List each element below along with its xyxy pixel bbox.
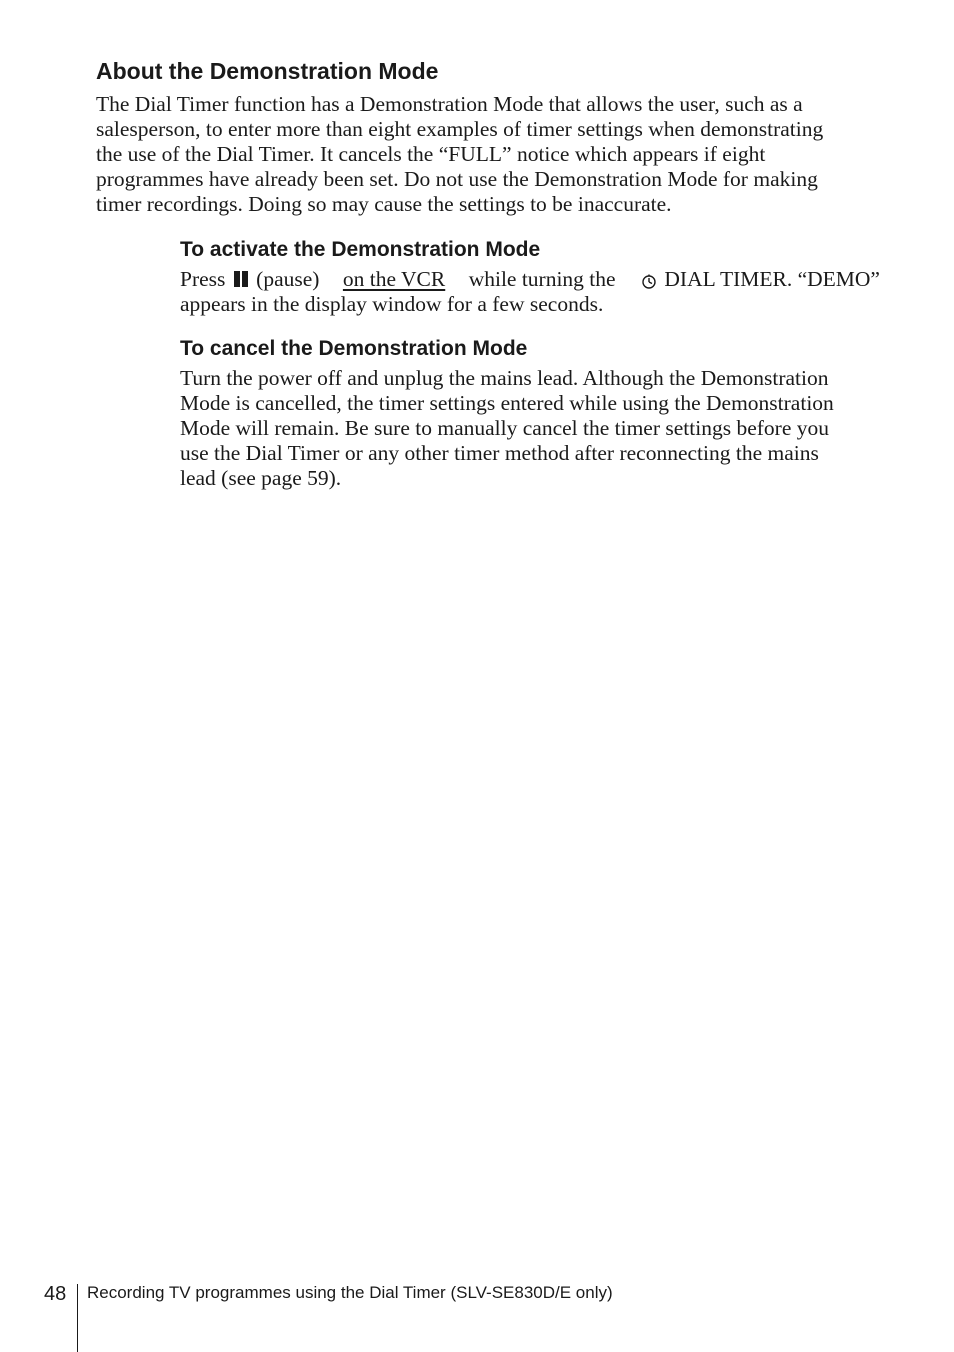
activate-paragraph [180,267,880,317]
cancel-subsection [180,336,880,491]
cancel-title: To cancel the Demonstration Mode [180,337,528,360]
dial-timer-text: DIAL TIMER. “DEMO” [664,267,880,291]
cancel-line: lead (see page 59). [180,466,342,490]
pause-label: (pause) [256,267,320,291]
section-title: About the Demonstration Mode [96,58,439,84]
intro-line: the use of the Dial Timer. It cancels the “FULL” notice which appears if eight [96,142,766,166]
intro-line: salesperson, to enter more than eight examples of timer settings when demonstrating [96,117,824,141]
timer-group [639,267,880,292]
page-number: 48 [44,1283,67,1305]
press-group [180,267,319,292]
timer-dial-icon [641,273,657,289]
pause-icon [233,271,249,287]
cancel-line: use the Dial Timer or any other timer method after reconnecting the mains [180,441,819,465]
demonstration-mode-section [96,56,880,491]
while-turning-text: while turning the [468,267,616,291]
cancel-line: Mode will remain. Be sure to manually cancel the timer settings before you [180,416,829,440]
activate-line-1 [180,267,880,292]
chapter-title: Recording TV programmes using the Dial Timer (SLV-SE830D/E only) [87,1283,613,1302]
intro-line: timer recordings. Doing so may cause the settings to be inaccurate. [96,192,672,216]
activate-line-2: appears in the display window for a few seconds. [180,292,604,316]
intro-paragraph [96,92,876,217]
cancel-paragraph [180,366,880,491]
intro-line: The Dial Timer function has a Demonstration Mode that allows the user, such as a [96,92,803,116]
on-the-vcr-text: on the VCR [342,267,446,291]
press-text: Press [180,267,226,291]
intro-line: programmes have already been set. Do not use the Demonstration Mode for making [96,167,818,191]
cancel-line: Mode is cancelled, the timer settings entered while using the Demonstration [180,391,834,415]
activate-title: To activate the Demonstration Mode [180,238,541,261]
activate-subsection [180,237,880,317]
cancel-line: Turn the power off and unplug the mains lead. Although the Demonstration [180,366,829,390]
footer-divider [77,1284,78,1352]
